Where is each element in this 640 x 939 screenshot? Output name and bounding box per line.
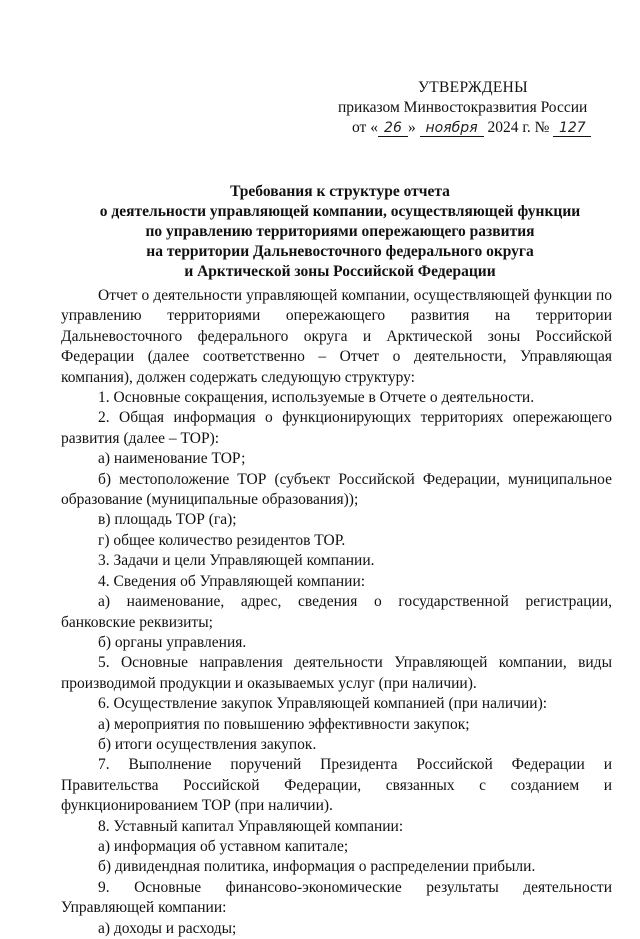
item-8: 8. Уставный капитал Управляющей компании: <box>98 817 404 835</box>
item-2d: г) общее количество резидентов ТОР. <box>98 531 346 549</box>
approval-block <box>338 78 598 138</box>
item-9: 9. Основные финансово-экономические результаты деятельности Управляющей компании: <box>61 878 612 917</box>
heading-line: и Арктической зоны Российской Федерации <box>184 263 496 280</box>
item-3: 3. Задачи и цели Управляющей компании. <box>98 552 375 570</box>
item-2c: в) площадь ТОР (га); <box>98 511 237 529</box>
heading-line: Требования к структуре отчета <box>230 183 450 200</box>
document-heading <box>60 182 620 282</box>
item-4a: а) наименование, адрес, сведения о государственной регистрации, банковские реквизиты; <box>61 593 612 631</box>
date-year-number-label: 2024 г. № <box>487 119 550 136</box>
item-4b: б) органы управления. <box>98 633 247 651</box>
intro-paragraph: Отчет о деятельности управляющей компании, осуществляющей функции по управлению территориями опережающего развития на территории Дальневосточного федерального округа и Арктической зоны Российской Федерации (далее соответственно – Отчет о деятельности, Управляющая компания), должен содержать следующую структуру: <box>61 287 612 386</box>
item-6a: а) мероприятия по повышению эффективности закупок; <box>98 715 470 733</box>
approval-title: УТВЕРЖДЕНЫ <box>418 79 528 96</box>
item-2: 2. Общая информация о функционирующих территориях опережающего развития (далее – ТОР): <box>61 409 612 447</box>
handwritten-day: 26 <box>378 120 408 137</box>
item-1: 1. Основные сокращения, используемые в Отчете о деятельности. <box>98 389 535 407</box>
item-9a: а) доходы и расходы; <box>98 919 237 937</box>
item-6: 6. Осуществление закупок Управляющей компанией (при наличии): <box>98 695 548 713</box>
item-6b: б) итоги осуществления закупок. <box>98 735 317 753</box>
item-5: 5. Основные направления деятельности Управляющей компании, виды производимой продукции и оказываемых услуг (при наличии). <box>61 654 612 692</box>
approval-date-line <box>338 118 598 138</box>
date-day-close: » <box>407 119 416 136</box>
item-2a: а) наименование ТОР; <box>98 450 246 468</box>
handwritten-month: ноября <box>420 120 484 137</box>
heading-line: по управлению территориями опережающего развития <box>145 223 535 240</box>
approval-order-line: приказом Минвостокразвития России <box>338 99 588 116</box>
heading-line: на территории Дальневосточного федерального округа <box>146 243 534 260</box>
handwritten-order-number: 127 <box>553 120 591 137</box>
item-2b: б) местоположение ТОР (субъект Российской Федерации, муниципальное образование (муниципальные образования)); <box>61 470 612 509</box>
heading-line: о деятельности управляющей компании, осуществляющей функции <box>99 203 581 220</box>
date-prefix: от « <box>352 119 378 136</box>
document-body <box>61 286 612 939</box>
item-7: 7. Выполнение поручений Президента Российской Федерации и Правительства Российской Федерации, связанных с созданием и функционированием ТОР (при наличии). <box>61 756 612 815</box>
item-4: 4. Сведения об Управляющей компании: <box>98 572 366 590</box>
item-8b: б) дивидендная политика, информация о распределении прибыли. <box>98 858 536 876</box>
item-8a: а) информация об уставном капитале; <box>98 837 349 855</box>
